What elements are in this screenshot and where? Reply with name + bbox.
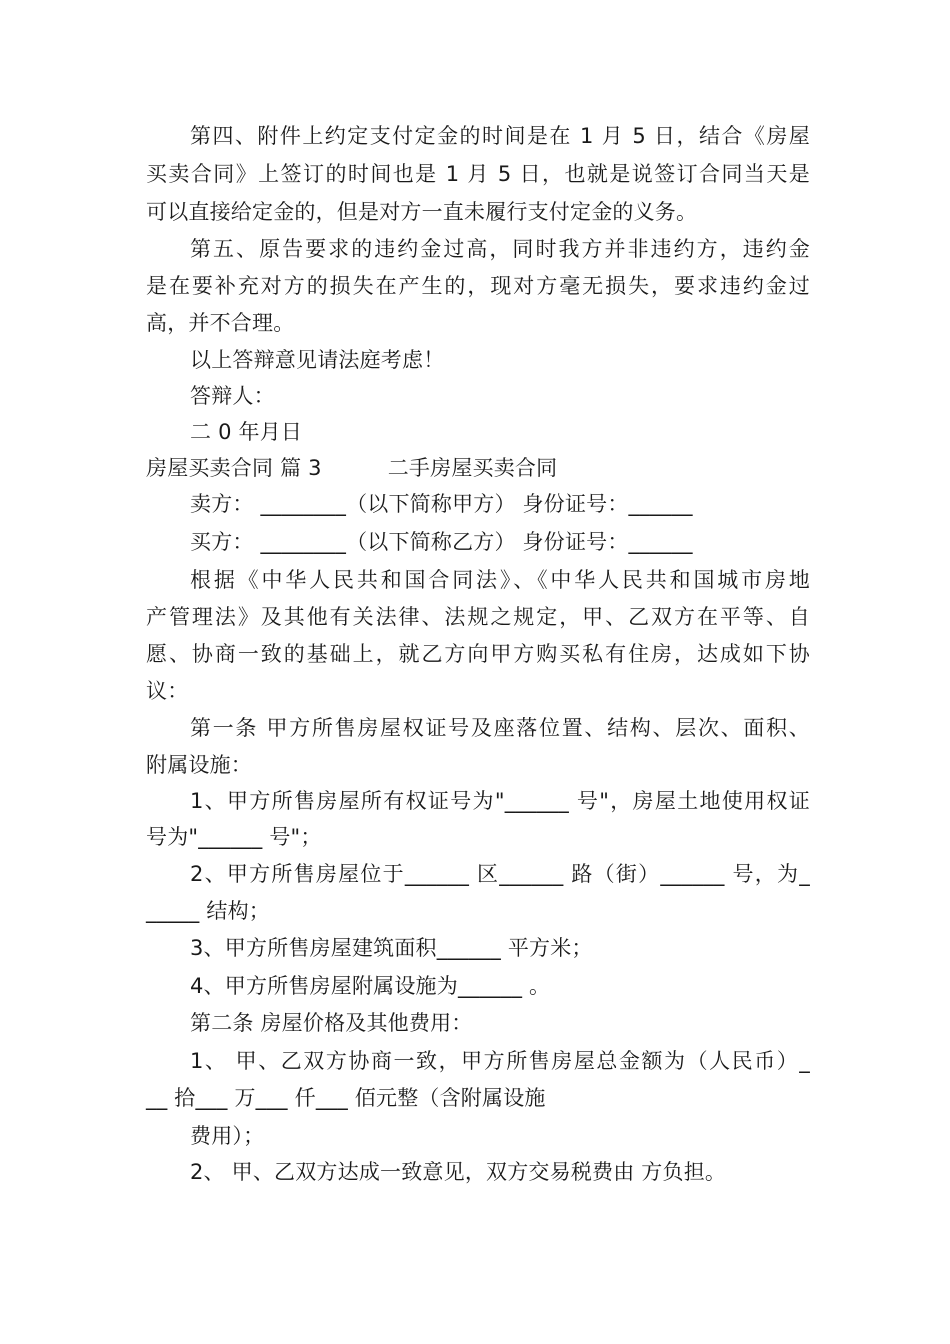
paragraph-line: 以上答辩意见请法庭考虑！	[190, 348, 445, 372]
clause-line: 1、甲方所售房屋所有权证号为"______ 号"，房屋土地使用权证	[190, 789, 810, 813]
clause-line: 3、甲方所售房屋建筑面积______ 平方米；	[190, 936, 593, 960]
clause-line: 号为"______ 号"；	[146, 825, 322, 849]
section-label: 房屋买卖合同 篇 3	[146, 456, 322, 480]
paragraph-line: 第五、原告要求的违约金过高，同时我方并非违约方，违约金	[190, 237, 810, 261]
clause-line: __ 拾___ 万___ 仟___ 佰元整（含附属设施	[146, 1086, 546, 1110]
clause-line: 1、 甲、乙双方协商一致，甲方所售房屋总金额为（人民币）_	[190, 1049, 810, 1073]
article-heading: 第一条 甲方所售房屋权证号及座落位置、结构、层次、面积、	[190, 716, 810, 740]
paragraph-line: 高，并不合理。	[146, 311, 295, 335]
clause-line: 4、甲方所售房屋附属设施为______ 。	[190, 974, 551, 998]
clause-line: 费用）；	[190, 1124, 265, 1148]
paragraph-line: 可以直接给定金的，但是对方一直未履行支付定金的义务。	[146, 200, 698, 224]
article-heading: 第二条 房屋价格及其他费用：	[190, 1011, 473, 1035]
clause-line: _____ 结构；	[146, 899, 270, 923]
seller-line: 卖方： ________（以下简称甲方） 身份证号：______	[190, 492, 693, 516]
signature-label: 答辩人：	[190, 384, 275, 408]
paragraph-line: 附属设施：	[146, 753, 252, 777]
paragraph-line: 第四、附件上约定支付定金的时间是在 1 月 5 日，结合《房屋	[190, 124, 810, 148]
clause-line: 2、甲方所售房屋位于______ 区______ 路（街）______ 号，为_	[190, 862, 810, 886]
paragraph-line: 买卖合同》上签订的时间也是 1 月 5 日，也就是说签订合同当天是	[146, 162, 810, 186]
paragraph-line: 根据《中华人民共和国合同法》、《中华人民共和国城市房地	[190, 568, 810, 592]
section-heading	[146, 458, 810, 479]
paragraph-line: 产管理法》及其他有关法律、法规之规定，甲、乙双方在平等、自	[146, 605, 810, 629]
date-line: 二 0 年月日	[190, 420, 303, 444]
paragraph-line: 愿、协商一致的基础上，就乙方向甲方购买私有住房，达成如下协	[146, 642, 810, 666]
clause-line: 2、 甲、乙双方达成一致意见，双方交易税费由 方负担。	[190, 1160, 727, 1184]
paragraph-line: 是在要补充对方的损失在产生的，现对方毫无损失，要求违约金过	[146, 274, 810, 298]
paragraph-line: 议：	[146, 679, 189, 703]
contract-title: 二手房屋买卖合同	[387, 456, 558, 480]
buyer-line: 买方： ________（以下简称乙方） 身份证号：______	[190, 530, 693, 554]
